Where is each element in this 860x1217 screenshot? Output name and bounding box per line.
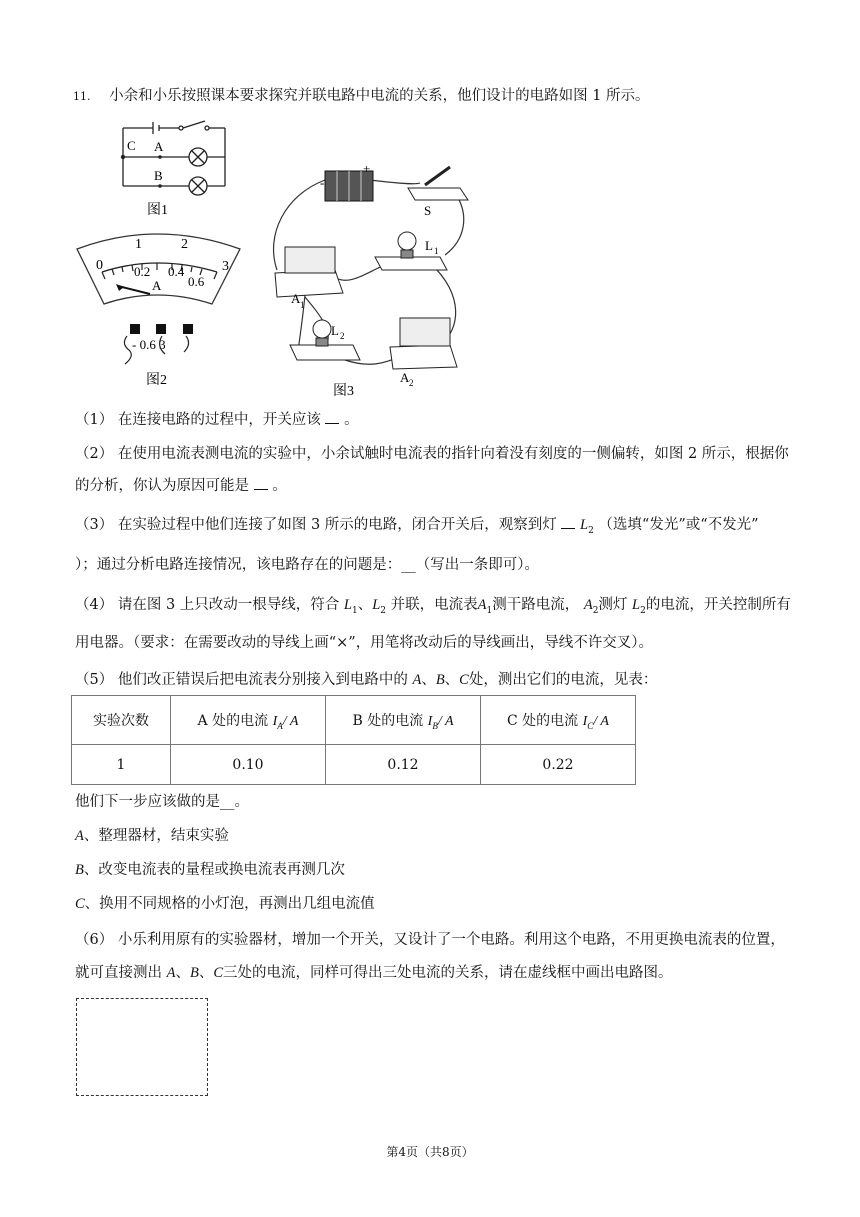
fig3-ammeter-a2 <box>390 318 457 388</box>
table-header-a-unit: / A <box>282 713 299 729</box>
part-4-text-a: （4） 请在图 3 上只改动一根导线，符合 <box>75 597 340 613</box>
table-header-row <box>72 696 636 745</box>
option-b-text: 、改变电流表的量程或换电流表再测几次 <box>83 862 345 878</box>
table-header-c-sub: C <box>587 720 594 731</box>
var-a2-sub: 2 <box>592 605 599 616</box>
fig3-label-a2: A <box>400 370 410 385</box>
table-header-c-text: C 处的电流 <box>506 712 579 729</box>
part-5: （5） 他们改正错误后把电流表分别接入到电路中的 A、B、C处，测出它们的电流，见表： <box>75 672 658 688</box>
fig3-minus: - <box>320 175 325 190</box>
table-cell: 0.12 <box>326 745 481 785</box>
option-c-letter: C <box>75 896 85 912</box>
fig2-caption: 图2 <box>146 373 167 388</box>
fig1-label-c: C <box>127 138 136 153</box>
part-3-text-a: （3） 在实验过程中他们连接了如图 3 所示的电路，闭合开关后，观察到灯 <box>75 517 557 533</box>
var-l: L <box>580 517 589 533</box>
table-cell: 0.10 <box>171 745 326 785</box>
part-3-answer-blank[interactable] <box>561 516 575 529</box>
part-4-text-b: 并联，电流表 <box>390 597 478 613</box>
part-2-line-1: （2） 在使用电流表测电流的实验中，小余试触时电流表的指针向着没有刻度的一侧偏转，如图 2 所示，根据你 <box>75 446 789 462</box>
table-header-a-text: A 处的电流 <box>197 712 269 729</box>
option-a-text: 、整理器材，结束实验 <box>83 828 229 844</box>
fig2-scale-02: 0.2 <box>134 264 151 279</box>
var-a: A <box>412 672 422 688</box>
table-header-b-unit: / A <box>437 713 454 729</box>
part-1 <box>75 410 359 430</box>
var-l1-sub: 1 <box>351 605 358 616</box>
table-header-c-var: I <box>582 713 588 729</box>
var-l2: L <box>372 597 381 613</box>
fig3-label-l1: L <box>425 238 433 253</box>
fig2-scale-06: 0.6 <box>188 274 205 289</box>
fig2-scale-0: 0 <box>96 258 103 273</box>
var-a1-sub: 1 <box>486 605 493 616</box>
fig2-scale-04: 0.4 <box>168 264 185 279</box>
figure-3-circuit <box>265 155 480 400</box>
var-l2-sub: 2 <box>380 605 387 616</box>
fig3-label-a1-sub: 1 <box>300 300 305 310</box>
fig1-label-b: B <box>154 168 163 183</box>
part-5-end: 处，测出它们的电流，见表： <box>468 672 658 688</box>
table-header-c-unit: / A <box>593 713 609 729</box>
part-5-text: （5） 他们改正错误后把电流表分别接入到电路中的 <box>75 672 408 688</box>
fig3-label-a2-sub: 2 <box>409 378 414 388</box>
part-2-line-2 <box>75 476 287 496</box>
table-row <box>72 745 636 785</box>
table-header-b-sub: B <box>432 720 438 731</box>
var-a2: A <box>583 597 593 613</box>
fig2-terminals: - 0.6 3 <box>132 337 166 352</box>
fig3-lamp-l1 <box>375 232 447 270</box>
part-4-text-e: 的电流，开关控制所有 <box>645 597 791 613</box>
var-l1: L <box>343 597 352 613</box>
part-1-end: 。 <box>344 412 359 428</box>
fig3-caption: 图3 <box>333 384 354 399</box>
fig3-label-l2-sub: 2 <box>340 331 345 341</box>
part-6-var-a: A <box>166 965 176 981</box>
part-6-var-b: B <box>189 965 199 981</box>
option-b-letter: B <box>75 862 84 878</box>
option-b <box>75 860 345 880</box>
part-6-line-1: （6） 小乐利用原有的实验器材，增加一个开关，又设计了一个电路。利用这个电路，不用更换电流表的位置， <box>75 932 785 948</box>
fig2-scale-1: 1 <box>135 237 142 252</box>
part-2-end: 。 <box>272 478 287 494</box>
table-header-a-var: I <box>272 713 278 729</box>
option-a-letter: A <box>75 828 84 844</box>
fig3-plus: + <box>363 161 371 176</box>
var-c: C <box>459 672 469 688</box>
fig3-label-l2: L <box>331 323 339 338</box>
table-cell: 1 <box>72 745 171 785</box>
table-header-b <box>326 696 481 745</box>
fig3-lamp-l2 <box>290 320 360 360</box>
part-6-text-a: 就可直接测出 <box>75 965 162 981</box>
fig3-label-a1: A <box>291 291 301 306</box>
fig2-scale-3: 3 <box>222 259 229 274</box>
figure-1-circuit <box>115 118 235 218</box>
var-b: B <box>435 672 445 688</box>
fig3-battery <box>320 161 373 201</box>
part-6-var-c: C <box>213 965 223 981</box>
part-2-text: 的分析，你认为原因可能是 <box>75 478 249 494</box>
part-4-line-1: （4） 请在图 3 上只改动一根导线，符合 $L_1$、$L_2$ 并联，电流表$A_1$测干路电流， $A_2$测灯 $L_2$的电流，开关控制所有 <box>75 597 791 616</box>
part-3-line-1 <box>75 515 759 541</box>
part-3-text-b: （选填“发光”或“不发光” <box>598 517 759 533</box>
table-header-a-sub: A <box>277 720 283 731</box>
fig1-label-a: A <box>154 139 164 154</box>
table-header-c <box>481 696 636 745</box>
table-header-b-text: B 处的电流 <box>352 712 424 729</box>
fig3-ammeter-a1 <box>275 247 343 310</box>
part-3-line-2: ）；通过分析电路连接情况，该电路存在的问题是：__（写出一条即可）。 <box>75 557 539 573</box>
part-4-text-c: 测干路电流， <box>492 597 580 613</box>
var-l2b-sub: 2 <box>640 605 646 616</box>
part-6-text-b: 三处的电流，同样可得出三处电流的关系，请在虚线框中画出电路图。 <box>223 965 673 981</box>
fig1-caption: 图1 <box>147 203 168 218</box>
option-a <box>75 826 229 846</box>
part-1-answer-blank[interactable] <box>325 411 339 424</box>
results-table <box>71 695 636 785</box>
var-a1: A <box>477 597 487 613</box>
fig2-scale-2: 2 <box>181 237 188 252</box>
table-header-a <box>171 696 326 745</box>
fig3-label-s: S <box>424 203 432 218</box>
table-header-b-var: I <box>427 713 433 729</box>
option-c-text: 、换用不同规格的小灯泡，再测出几组电流值 <box>84 896 375 912</box>
var-l2b: L <box>632 597 641 613</box>
part-2-answer-blank[interactable] <box>254 477 268 490</box>
part-6-line-2: 就可直接测出 A、B、C三处的电流，同样可得出三处电流的关系，请在虚线框中画出电路图。 <box>75 965 673 981</box>
part-5-after: 他们下一步应该做的是__。 <box>75 794 249 810</box>
figure-2-ammeter <box>72 224 252 389</box>
fig3-switch <box>408 167 468 218</box>
table-cell: 0.22 <box>481 745 636 785</box>
part-4-line-2: 用电器。（要求：在需要改动的导线上画“×”，用笔将改动后的导线画出，导线不许交叉）。 <box>75 635 653 651</box>
page-footer: 第4页（共8页） <box>386 1145 474 1159</box>
part-4-text-d: 测灯 <box>598 597 628 613</box>
option-c <box>75 894 375 914</box>
fig2-unit: A <box>152 278 162 293</box>
table-header-trial: 实验次数 <box>72 696 171 745</box>
drawing-answer-box[interactable] <box>76 998 208 1096</box>
part-1-text: （1） 在连接电路的过程中，开关应该 <box>75 412 321 428</box>
question-stem <box>73 86 650 107</box>
fig3-label-l1-sub: 1 <box>434 246 439 256</box>
var-l-sub: 2 <box>588 525 594 536</box>
question-text: 小余和小乐按照课本要求探究并联电路中电流的关系，他们设计的电路如图 1 所示。 <box>109 88 650 104</box>
question-number: 11. <box>73 90 91 103</box>
